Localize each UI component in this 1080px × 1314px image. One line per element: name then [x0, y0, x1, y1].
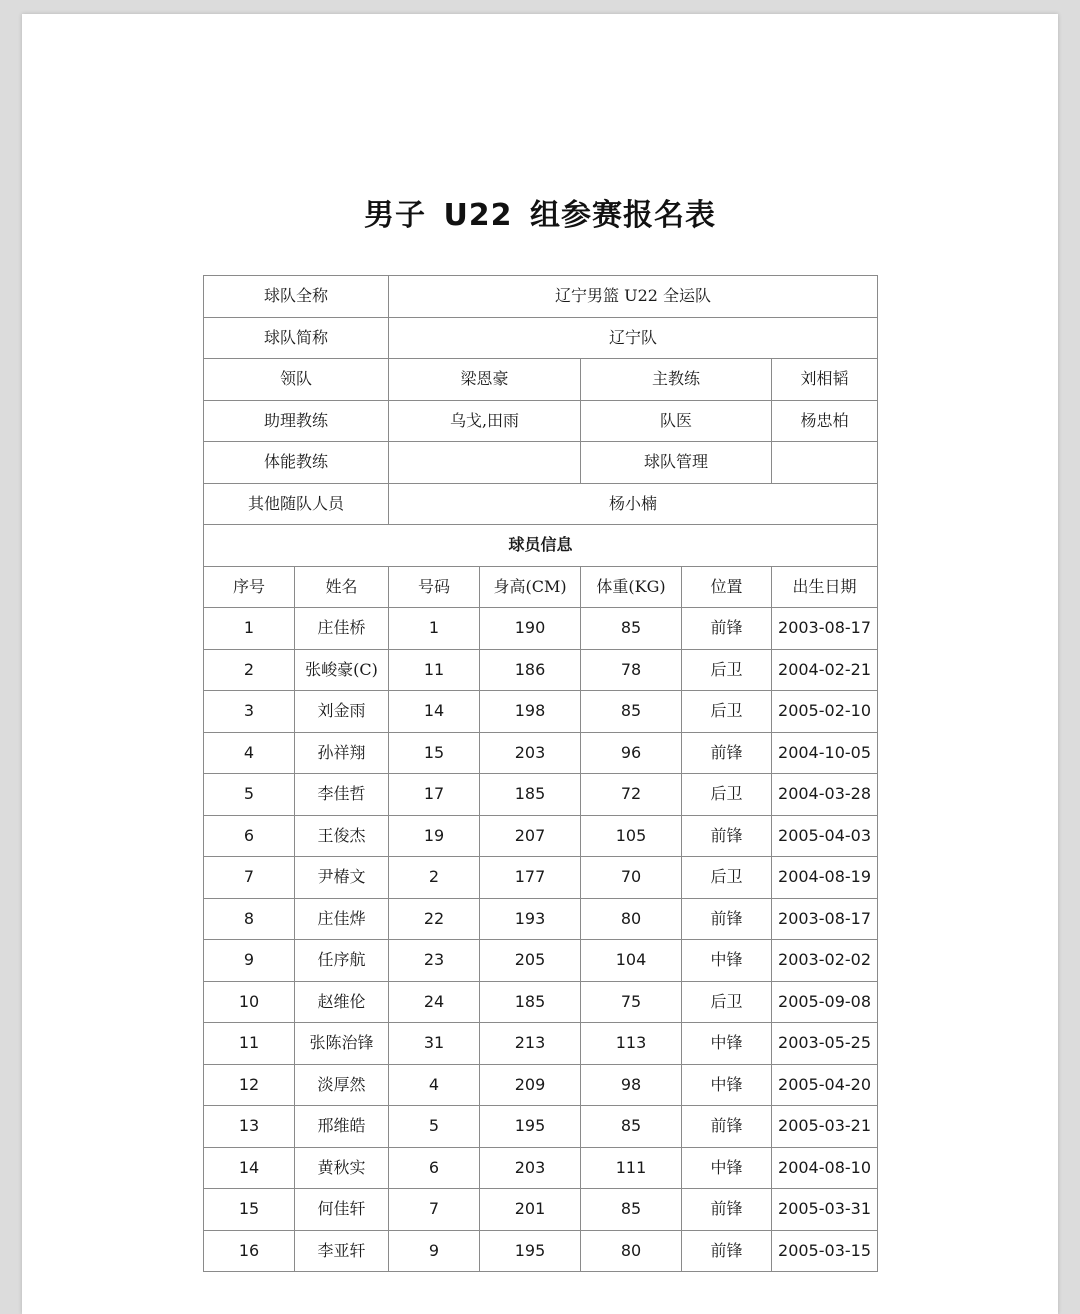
player-name: 何佳轩	[295, 1189, 389, 1231]
player-row	[204, 608, 878, 650]
assistant-coach-label: 助理教练	[204, 400, 389, 442]
player-height: 198	[480, 691, 581, 733]
player-number: 2	[389, 857, 480, 899]
fitness-coach-label: 体能教练	[204, 442, 389, 484]
player-index: 2	[204, 649, 295, 691]
player-index: 13	[204, 1106, 295, 1148]
player-weight: 113	[581, 1023, 682, 1065]
document-page	[22, 14, 1058, 1314]
player-index: 3	[204, 691, 295, 733]
player-height: 207	[480, 815, 581, 857]
player-height: 177	[480, 857, 581, 899]
player-weight: 80	[581, 898, 682, 940]
team-full-name-value: 辽宁男篮 U22 全运队	[389, 276, 878, 318]
player-birthdate: 2004-10-05	[772, 732, 878, 774]
player-row	[204, 898, 878, 940]
player-index: 12	[204, 1064, 295, 1106]
player-height: 209	[480, 1064, 581, 1106]
player-height: 201	[480, 1189, 581, 1231]
player-row	[204, 1230, 878, 1272]
column-header: 序号	[204, 566, 295, 608]
fitness-coach-value	[389, 442, 581, 484]
player-position: 后卫	[682, 691, 772, 733]
player-position: 前锋	[682, 1230, 772, 1272]
player-position: 前锋	[682, 815, 772, 857]
page-title: 男子 U22 组参赛报名表	[364, 198, 716, 233]
player-birthdate: 2004-03-28	[772, 774, 878, 816]
team-full-name-row	[204, 276, 878, 318]
player-weight: 72	[581, 774, 682, 816]
player-number: 19	[389, 815, 480, 857]
player-birthdate: 2005-04-20	[772, 1064, 878, 1106]
player-number: 17	[389, 774, 480, 816]
player-name: 任序航	[295, 940, 389, 982]
player-birthdate: 2005-03-31	[772, 1189, 878, 1231]
player-index: 7	[204, 857, 295, 899]
player-number: 6	[389, 1147, 480, 1189]
player-number: 22	[389, 898, 480, 940]
registration-table	[203, 275, 878, 1272]
player-weight: 80	[581, 1230, 682, 1272]
other-staff-row	[204, 483, 878, 525]
player-row	[204, 691, 878, 733]
player-position: 中锋	[682, 1147, 772, 1189]
player-number: 24	[389, 981, 480, 1023]
player-height: 193	[480, 898, 581, 940]
players-section-row	[204, 525, 878, 567]
player-name: 李佳哲	[295, 774, 389, 816]
column-header: 体重(KG)	[581, 566, 682, 608]
player-row	[204, 1189, 878, 1231]
player-row	[204, 981, 878, 1023]
player-name: 刘金雨	[295, 691, 389, 733]
column-header: 姓名	[295, 566, 389, 608]
leader-coach-row	[204, 359, 878, 401]
player-birthdate: 2004-08-10	[772, 1147, 878, 1189]
player-index: 10	[204, 981, 295, 1023]
team-short-name-value: 辽宁队	[389, 317, 878, 359]
player-birthdate: 2003-05-25	[772, 1023, 878, 1065]
column-header: 位置	[682, 566, 772, 608]
player-height: 185	[480, 774, 581, 816]
player-weight: 70	[581, 857, 682, 899]
player-name: 李亚轩	[295, 1230, 389, 1272]
player-index: 15	[204, 1189, 295, 1231]
player-row	[204, 649, 878, 691]
player-birthdate: 2003-08-17	[772, 898, 878, 940]
players-section-heading: 球员信息	[204, 525, 878, 567]
player-height: 203	[480, 732, 581, 774]
player-number: 5	[389, 1106, 480, 1148]
player-name: 王俊杰	[295, 815, 389, 857]
player-birthdate: 2005-03-21	[772, 1106, 878, 1148]
player-name: 张峻豪(C)	[295, 649, 389, 691]
player-index: 1	[204, 608, 295, 650]
player-weight: 105	[581, 815, 682, 857]
team-short-name-row	[204, 317, 878, 359]
player-index: 11	[204, 1023, 295, 1065]
player-birthdate: 2005-02-10	[772, 691, 878, 733]
column-header: 号码	[389, 566, 480, 608]
doctor-label: 队医	[581, 400, 772, 442]
player-row	[204, 1023, 878, 1065]
player-position: 后卫	[682, 774, 772, 816]
player-index: 6	[204, 815, 295, 857]
player-index: 16	[204, 1230, 295, 1272]
player-height: 205	[480, 940, 581, 982]
player-name: 庄佳桥	[295, 608, 389, 650]
player-position: 后卫	[682, 981, 772, 1023]
player-weight: 75	[581, 981, 682, 1023]
column-header: 身高(CM)	[480, 566, 581, 608]
manager-value	[772, 442, 878, 484]
head-coach-value: 刘相韬	[772, 359, 878, 401]
team-full-name-label: 球队全称	[204, 276, 389, 318]
player-weight: 98	[581, 1064, 682, 1106]
other-staff-value: 杨小楠	[389, 483, 878, 525]
player-height: 195	[480, 1106, 581, 1148]
player-weight: 85	[581, 1106, 682, 1148]
player-height: 185	[480, 981, 581, 1023]
player-row	[204, 774, 878, 816]
player-birthdate: 2003-02-02	[772, 940, 878, 982]
player-number: 7	[389, 1189, 480, 1231]
player-number: 11	[389, 649, 480, 691]
player-weight: 96	[581, 732, 682, 774]
player-position: 前锋	[682, 608, 772, 650]
player-weight: 85	[581, 691, 682, 733]
column-header: 出生日期	[772, 566, 878, 608]
player-position: 前锋	[682, 1189, 772, 1231]
doctor-value: 杨忠柏	[772, 400, 878, 442]
player-birthdate: 2003-08-17	[772, 608, 878, 650]
player-number: 4	[389, 1064, 480, 1106]
player-height: 203	[480, 1147, 581, 1189]
player-number: 31	[389, 1023, 480, 1065]
fitness-manager-row	[204, 442, 878, 484]
player-birthdate: 2004-02-21	[772, 649, 878, 691]
player-name: 尹椿文	[295, 857, 389, 899]
player-name: 邢维皓	[295, 1106, 389, 1148]
player-number: 15	[389, 732, 480, 774]
player-weight: 111	[581, 1147, 682, 1189]
player-weight: 85	[581, 1189, 682, 1231]
player-position: 前锋	[682, 732, 772, 774]
other-staff-label: 其他随队人员	[204, 483, 389, 525]
player-index: 4	[204, 732, 295, 774]
player-index: 5	[204, 774, 295, 816]
player-position: 中锋	[682, 1064, 772, 1106]
player-row	[204, 732, 878, 774]
player-position: 前锋	[682, 898, 772, 940]
player-number: 14	[389, 691, 480, 733]
player-position: 中锋	[682, 1023, 772, 1065]
player-index: 9	[204, 940, 295, 982]
player-position: 前锋	[682, 1106, 772, 1148]
player-position: 中锋	[682, 940, 772, 982]
player-row	[204, 1147, 878, 1189]
player-height: 190	[480, 608, 581, 650]
player-weight: 85	[581, 608, 682, 650]
player-name: 赵维伦	[295, 981, 389, 1023]
player-row	[204, 1106, 878, 1148]
assistant-doctor-row	[204, 400, 878, 442]
leader-value: 梁恩豪	[389, 359, 581, 401]
player-name: 张陈治锋	[295, 1023, 389, 1065]
manager-label: 球队管理	[581, 442, 772, 484]
player-birthdate: 2005-09-08	[772, 981, 878, 1023]
player-position: 后卫	[682, 649, 772, 691]
player-height: 195	[480, 1230, 581, 1272]
player-name: 淡厚然	[295, 1064, 389, 1106]
player-index: 8	[204, 898, 295, 940]
player-number: 9	[389, 1230, 480, 1272]
assistant-coach-value: 乌戈,田雨	[389, 400, 581, 442]
player-row	[204, 857, 878, 899]
player-name: 孙祥翔	[295, 732, 389, 774]
player-index: 14	[204, 1147, 295, 1189]
players-header-row	[204, 566, 878, 608]
player-birthdate: 2005-04-03	[772, 815, 878, 857]
player-birthdate: 2004-08-19	[772, 857, 878, 899]
player-row	[204, 940, 878, 982]
player-name: 黄秋实	[295, 1147, 389, 1189]
player-row	[204, 1064, 878, 1106]
team-short-name-label: 球队简称	[204, 317, 389, 359]
player-row	[204, 815, 878, 857]
player-name: 庄佳烨	[295, 898, 389, 940]
player-birthdate: 2005-03-15	[772, 1230, 878, 1272]
player-position: 后卫	[682, 857, 772, 899]
player-weight: 104	[581, 940, 682, 982]
player-height: 186	[480, 649, 581, 691]
leader-label: 领队	[204, 359, 389, 401]
player-number: 23	[389, 940, 480, 982]
player-weight: 78	[581, 649, 682, 691]
head-coach-label: 主教练	[581, 359, 772, 401]
player-number: 1	[389, 608, 480, 650]
player-height: 213	[480, 1023, 581, 1065]
